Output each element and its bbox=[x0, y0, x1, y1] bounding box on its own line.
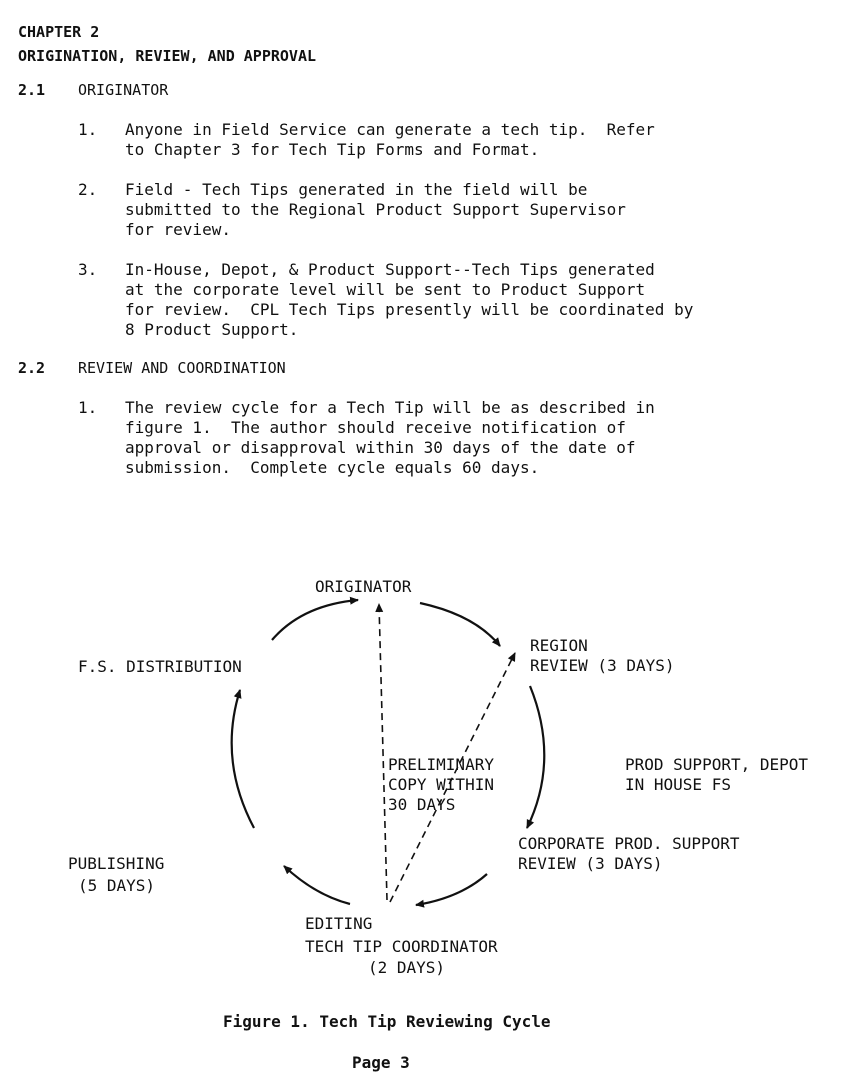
item-line: at the corporate level will be sent to Product Support bbox=[125, 280, 646, 299]
node-editing-line3: (2 DAYS) bbox=[368, 958, 446, 977]
node-region-line2: REVIEW (3 DAYS) bbox=[530, 656, 675, 675]
item-line: figure 1. The author should receive notification of bbox=[125, 418, 626, 437]
section-2-1-heading: ORIGINATOR bbox=[78, 81, 169, 99]
arrow-region-to-corporate bbox=[527, 686, 544, 828]
node-editing-line2: TECH TIP COORDINATOR bbox=[305, 937, 498, 956]
section-2-1-number: 2.1 bbox=[18, 81, 46, 99]
preliminary-line2: COPY WITHIN bbox=[388, 775, 494, 794]
node-publishing-line1: PUBLISHING bbox=[68, 854, 165, 873]
item-line: The review cycle for a Tech Tip will be as described in bbox=[125, 398, 655, 417]
arrow-corporate-to-editing bbox=[416, 874, 487, 905]
item-line: Field - Tech Tips generated in the field will be bbox=[125, 180, 588, 199]
node-originator: ORIGINATOR bbox=[315, 577, 412, 596]
node-publishing-line2: (5 DAYS) bbox=[78, 876, 156, 895]
item-line: submitted to the Regional Product Support Supervisor bbox=[125, 200, 626, 219]
item-number: 1. bbox=[78, 120, 98, 139]
arrow-distribution-to-originator bbox=[272, 600, 358, 640]
arrow-originator-to-region bbox=[420, 603, 500, 646]
page-number: Page 3 bbox=[352, 1053, 410, 1072]
item-number: 2. bbox=[78, 180, 98, 199]
section-2-2-heading: REVIEW AND COORDINATION bbox=[78, 359, 286, 377]
item-number: 1. bbox=[78, 398, 98, 417]
preliminary-line1: PRELIMINARY bbox=[388, 755, 494, 774]
node-corporate-line1: CORPORATE PROD. SUPPORT bbox=[518, 834, 740, 853]
preliminary-line3: 30 DAYS bbox=[388, 795, 456, 814]
node-editing-line1: EDITING bbox=[305, 914, 373, 933]
chapter-number: CHAPTER 2 bbox=[18, 23, 100, 41]
item-line: approval or disapproval within 30 days of the date of bbox=[125, 438, 636, 457]
item-line: In-House, Depot, & Product Support--Tech Tips generated bbox=[125, 260, 655, 279]
node-corporate-line2: REVIEW (3 DAYS) bbox=[518, 854, 663, 873]
item-line: for review. CPL Tech Tips presently will be coordinated by bbox=[125, 300, 694, 319]
arrow-editing-to-publishing bbox=[284, 866, 350, 904]
prod-support-note-line1: PROD SUPPORT, DEPOT bbox=[625, 755, 809, 774]
figure-caption: Figure 1. Tech Tip Reviewing Cycle bbox=[223, 1012, 551, 1031]
dashed-arrow-editing-to-originator bbox=[379, 604, 387, 900]
section-2-2-number: 2.2 bbox=[18, 359, 46, 377]
item-line: to Chapter 3 for Tech Tip Forms and Format. bbox=[125, 140, 540, 159]
chapter-title: ORIGINATION, REVIEW, AND APPROVAL bbox=[18, 47, 317, 65]
item-number: 3. bbox=[78, 260, 98, 279]
arrow-publishing-to-distribution bbox=[232, 690, 254, 828]
prod-support-note-line2: IN HOUSE FS bbox=[625, 775, 731, 794]
node-fs-distribution: F.S. DISTRIBUTION bbox=[78, 657, 242, 676]
item-line: Anyone in Field Service can generate a tech tip. Refer bbox=[125, 120, 655, 139]
item-line: submission. Complete cycle equals 60 days. bbox=[125, 458, 540, 477]
item-line: 8 Product Support. bbox=[125, 320, 299, 339]
node-region-line1: REGION bbox=[530, 636, 588, 655]
item-line: for review. bbox=[125, 220, 231, 239]
